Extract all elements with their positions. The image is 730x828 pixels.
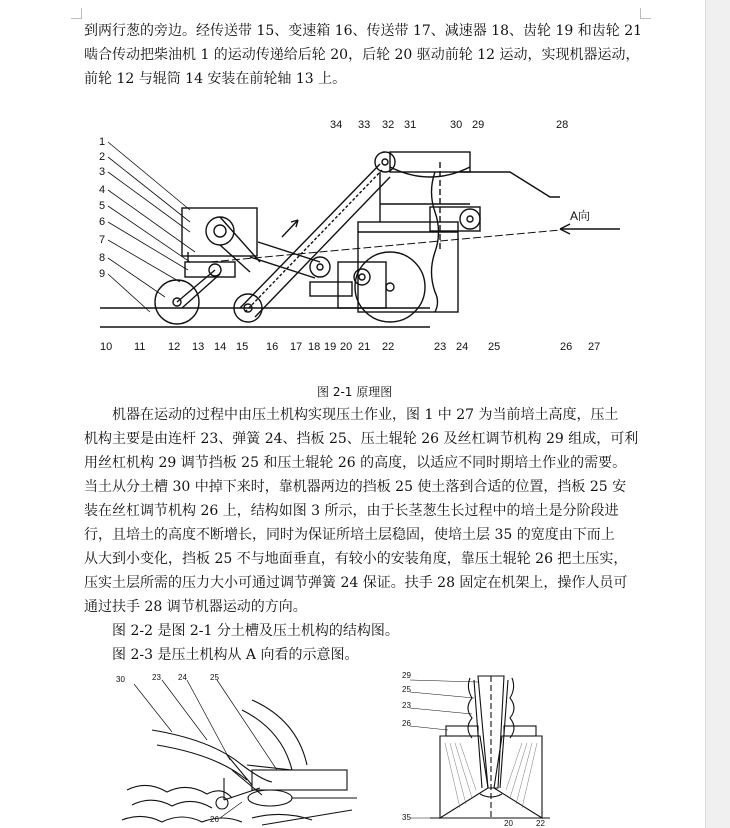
- fig1-label: 14: [214, 341, 227, 353]
- fig1-label: 20: [340, 341, 353, 353]
- text-line: 前轮 12 与辊筒 14 安装在前轮轴 13 上。: [84, 71, 347, 87]
- fig1-label: 13: [192, 341, 205, 353]
- fig2-label: 26: [210, 815, 219, 824]
- fig1-label: 16: [266, 341, 279, 353]
- fig1-label: 34: [330, 119, 343, 131]
- fig2-label: 24: [178, 673, 187, 682]
- fig3-label: 29: [402, 671, 411, 680]
- fig1-label: 21: [358, 341, 371, 353]
- fig1-label: 4: [99, 184, 106, 196]
- text-line: 到两行葱的旁边。经传送带 15、变速箱 16、传送带 17、减速器 18、齿轮 19 和齿轮 21: [84, 23, 643, 39]
- fig3-label: 26: [402, 719, 411, 728]
- fig1-label: 32: [382, 119, 395, 131]
- fig1-label: 27: [588, 341, 601, 353]
- text-line: 行，且培土的高度不断增长，同时为保证所培土层稳固，使培土层 35 的宽度由下而上: [84, 527, 615, 543]
- text-line: 通过扶手 28 调节机器运动的方向。: [84, 599, 307, 615]
- fig1-label: 7: [99, 234, 106, 246]
- fig1-label: 30: [450, 119, 463, 131]
- figure-caption: 图 2-1 原理图: [317, 385, 393, 399]
- fig1-label: 33: [358, 119, 371, 131]
- fig1-label: 29: [472, 119, 485, 131]
- text-line: 装在丝杠调节机构 26 上，结构如图 3 所示，由于长茎葱生长过程中的培土是分阶段进: [84, 503, 619, 519]
- fig1-label: 3: [99, 166, 106, 178]
- fig1-label: 10: [100, 341, 113, 353]
- fig1-label: 25: [488, 341, 501, 353]
- fig1-label: 28: [556, 119, 569, 131]
- text-line: 从大到小变化，挡板 25 不与地面垂直，有较小的安装角度，靠压土辊轮 26 把土压实，: [84, 551, 628, 567]
- fig1-label: 9: [99, 268, 106, 280]
- fig1-label: 11: [134, 341, 146, 353]
- text-line: 压实土层所需的压力大小可通过调节弹簧 24 保证。扶手 28 固定在机架上，操作人员可: [84, 575, 628, 591]
- fig3-label: 25: [402, 685, 411, 694]
- fig3-label: 22: [536, 819, 545, 828]
- fig1-label: 19: [324, 341, 337, 353]
- fig1-label: 23: [434, 341, 447, 353]
- fig1-label: 6: [99, 216, 106, 228]
- fig1-label: 12: [168, 341, 181, 353]
- fig2-label: 23: [152, 673, 161, 682]
- fig1-label: 31: [404, 119, 417, 131]
- text-line: 用丝杠机构 29 调节挡板 25 和压土辊轮 26 的高度，以适应不同时期培土作业的需要。: [84, 455, 627, 471]
- fig1-label: 17: [290, 341, 303, 353]
- fig2-label: 30: [116, 675, 125, 684]
- fig1-label: 5: [99, 200, 106, 212]
- fig1-label: 15: [236, 341, 249, 353]
- page-margin-corner-right: [640, 8, 651, 19]
- figure-principle-diagram: [90, 112, 650, 362]
- fig1-label: 24: [456, 341, 469, 353]
- fig1-label: 2: [99, 151, 106, 163]
- fig2-label: 25: [210, 673, 219, 682]
- page-margin-corner-left: [71, 8, 82, 19]
- fig1-label: 26: [560, 341, 573, 353]
- fig1-label: 22: [382, 341, 395, 353]
- fig1-label: 18: [308, 341, 321, 353]
- text-line: 机构主要是由连杆 23、弹簧 24、挡板 25、压土辊轮 26 及丝杠调节机构 29 组成，可利: [84, 431, 639, 447]
- fig3-label: 23: [402, 701, 411, 710]
- fig3-label: 20: [504, 819, 513, 828]
- text-line: 图 2-3 是压土机构从 A 向看的示意图。: [112, 647, 359, 663]
- text-line: 图 2-2 是图 2-1 分土槽及压土机构的结构图。: [112, 623, 399, 639]
- text-line: 啮合传动把柴油机 1 的运动传递给后轮 20，后轮 20 驱动前轮 12 运动，实现机器运动，: [84, 47, 640, 63]
- text-line: 机器在运动的过程中由压土机构实现压土作业，图 1 中 27 为当前培土高度，压土: [112, 407, 619, 423]
- figure-a-direction-view: [400, 668, 580, 828]
- fig3-label: 35: [402, 813, 411, 822]
- fig1-label: 8: [99, 252, 106, 264]
- figure-groove-structure: [112, 670, 362, 828]
- vertical-scrollbar[interactable]: [705, 0, 730, 828]
- fig1-label: 1: [99, 136, 106, 148]
- direction-label: A向: [570, 209, 591, 223]
- text-line: 当土从分土槽 30 中掉下来时，靠机器两边的挡板 25 使土落到合适的位置，挡板 25 安: [84, 479, 627, 495]
